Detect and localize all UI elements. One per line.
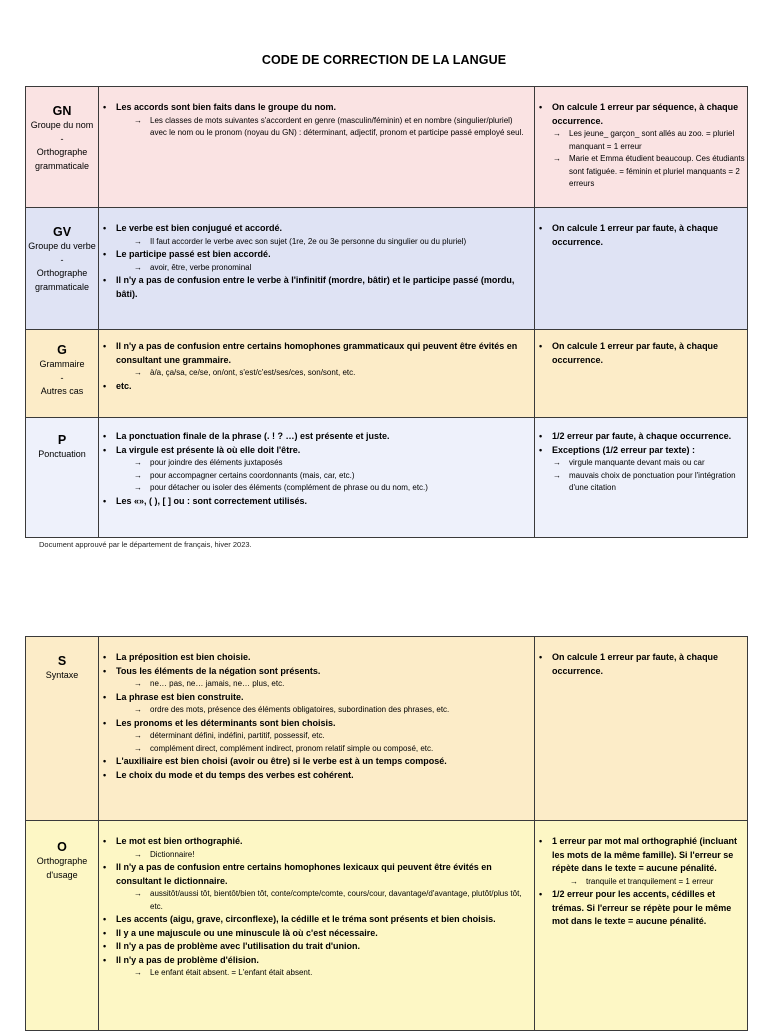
- rule-g-1-sub-1: → à/a, ça/sa, ce/se, on/ont, s'est/c'est/ses/ces, son/sont, etc.: [116, 367, 530, 380]
- label-gv-1: Groupe du verbe: [28, 241, 96, 251]
- penalty-cell-p: [535, 418, 748, 538]
- rules-cell-o: [99, 821, 535, 1031]
- row-s: [26, 637, 748, 821]
- penalty-p-2: • Exceptions (1/2 erreur par texte) :: [535, 444, 747, 458]
- rule-s-2: • Tous les éléments de la négation sont présents. → ne… pas, ne… jamais, ne… plus, etc.: [99, 665, 534, 691]
- label-cell-gv: [26, 208, 99, 330]
- rules-cell-gv: [99, 208, 535, 330]
- penalty-cell-g: [535, 330, 748, 418]
- rule-s-3-sub-1: → ordre des mots, présence des éléments obligatoires, subordination des phrases, etc.: [116, 704, 530, 717]
- label-gn-1: Groupe du nom: [30, 120, 94, 130]
- rule-s-1: • La préposition est bien choisie.: [99, 651, 534, 665]
- rules-cell-s: [99, 637, 535, 821]
- label-gn-2: -: [60, 133, 64, 144]
- rule-s-2-sub-1: → ne… pas, ne… jamais, ne… plus, etc.: [116, 678, 530, 691]
- penalty-p-sub-2: → mauvais choix de ponctuation pour l'intégration d'une citation: [535, 470, 747, 495]
- penalty-gn-sub-2: → Marie et Emma étudient beaucoup. Ces étudiants sont fatiguée. = féminin et pluriel manquants = 2 erreurs: [535, 153, 747, 191]
- rule-gv-1-sub-1: → Il faut accorder le verbe avec son sujet (1re, 2e ou 3e personne du singulier ou du pluriel): [116, 236, 530, 249]
- rule-o-1: • Le mot est bien orthographié. → Dictionnaire!: [99, 835, 534, 861]
- rule-s-6: • Le choix du mode et du temps des verbes est cohérent.: [99, 769, 534, 783]
- rule-s-3: • La phrase est bien construite. → ordre des mots, présence des éléments obligatoires, subordination des phrases, etc.: [99, 691, 534, 717]
- footnote: Document approuvé par le département de français, hiver 2023.: [39, 540, 252, 549]
- rule-gv-3: • Il n'y a pas de confusion entre le verbe à l'infinitif (mordre, bâtir) et le participe passé (mordu, bâti).: [99, 274, 534, 301]
- code-o: O: [57, 840, 67, 854]
- rule-g-1: • Il n'y a pas de confusion entre certains homophones grammaticaux qui peuvent être évités en consultant une grammaire. → à/a, ça/sa, ce/se, on/ont, s'est/c'est/ses/ces, son/sont, etc.: [99, 340, 534, 380]
- label-g-2: -: [60, 372, 64, 383]
- rules-cell-gn: [99, 87, 535, 208]
- rule-s-4: • Les pronoms et les déterminants sont bien choisis. → déterminant défini, indéfini, partitif, possessif, etc. → complément direct, complément indirect, pronom relatif simple ou composé, etc.: [99, 717, 534, 756]
- code-gn: GN: [52, 104, 72, 118]
- row-gn: [26, 87, 748, 208]
- label-cell-p: [26, 418, 99, 538]
- penalty-g-1: • On calcule 1 erreur par faute, à chaque occurrence.: [535, 340, 747, 367]
- rule-o-6: • Il n'y a pas de problème d'élision. → Le enfant était absent. = L'enfant était absent.: [99, 954, 534, 980]
- code-p: P: [57, 433, 67, 447]
- rule-gn-1-sub-1: → Les classes de mots suivantes s'accordent en genre (masculin/féminin) et en nombre (singulier/pluriel) avec le nom ou le pronom (noyau du GN) : déterminant, adjectif, pronom et participe passé employé seul.: [116, 115, 530, 140]
- penalty-cell-gn: [535, 87, 748, 208]
- code-s: S: [57, 654, 67, 668]
- penalty-o-2: • 1/2 erreur pour les accents, cédilles et trémas. Si l'erreur se répète pour le même mot dans le texte = aucune pénalité.: [535, 888, 747, 929]
- penalty-cell-o: [535, 821, 748, 1031]
- label-p-1: Ponctuation: [38, 449, 86, 459]
- label-g-1: Grammaire: [39, 359, 85, 369]
- penalty-p-1: • 1/2 erreur par faute, à chaque occurrence.: [535, 430, 747, 444]
- penalty-s-1: • On calcule 1 erreur par faute, à chaque occurrence.: [535, 651, 747, 678]
- penalty-cell-s: [535, 637, 748, 821]
- rules-cell-g: [99, 330, 535, 418]
- label-cell-s: [26, 637, 99, 821]
- penalty-o-1: • 1 erreur par mot mal orthographié (incluant les mots de la même famille). Si l'erreur se répète dans le texte = aucune pénalité. → tranquile et tranquilement = 1 erreur: [535, 835, 747, 888]
- document-title: CODE DE CORRECTION DE LA LANGUE: [261, 53, 507, 67]
- rule-p-1: • La ponctuation finale de la phrase (. ! ? …) est présente et juste.: [99, 430, 534, 444]
- rule-o-6-sub-1: → Le enfant était absent. = L'enfant était absent.: [116, 967, 530, 980]
- label-cell-gn: [26, 87, 99, 208]
- code-gv: GV: [52, 225, 72, 239]
- correction-table-2: [25, 636, 748, 1031]
- rule-o-3: • Les accents (aigu, grave, circonflexe), la cédille et le tréma sont présents et bien choisis.: [99, 913, 534, 927]
- rule-p-2-sub-1: → pour joindre des éléments juxtaposés: [116, 457, 530, 470]
- code-g: G: [57, 343, 67, 357]
- label-cell-g: [26, 330, 99, 418]
- penalty-gv-1: • On calcule 1 erreur par faute, à chaque occurrence.: [535, 222, 747, 249]
- rules-cell-p: [99, 418, 535, 538]
- rule-o-2: • Il n'y a pas de confusion entre certains homophones lexicaux qui peuvent être évités en consultant le dictionnaire. → aussitôt/aussi tôt, bientôt/bien tôt, conte/compte/comte, cours/cour, davantage/d'avantage, plutôt/plus tôt, etc.: [99, 861, 534, 913]
- label-g-3: Autres cas: [40, 386, 84, 396]
- penalty-gn-sub-1: → Les jeune_ garçon_ sont allés au zoo. = pluriel manquant = 1 erreur: [535, 128, 747, 153]
- rule-s-4-sub-2: → complément direct, complément indirect, pronom relatif simple ou composé, etc.: [116, 743, 530, 756]
- label-s-1: Syntaxe: [45, 670, 79, 680]
- row-o: [26, 821, 748, 1031]
- label-gv-3: Orthographe grammaticale: [34, 268, 90, 292]
- penalty-gn-1: • On calcule 1 erreur par séquence, à chaque occurrence.: [535, 101, 747, 128]
- penalty-o-sub-1: → tranquile et tranquilement = 1 erreur: [552, 876, 743, 889]
- rule-p-2-sub-2: → pour accompagner certains coordonnants (mais, car, etc.): [116, 470, 530, 483]
- correction-table-1: [25, 86, 748, 538]
- row-p: [26, 418, 748, 538]
- rule-s-5: • L'auxiliaire est bien choisi (avoir ou être) si le verbe est à un temps composé.: [99, 755, 534, 769]
- label-gv-2: -: [60, 254, 64, 265]
- rule-p-2-sub-3: → pour détacher ou isoler des éléments (complément de phrase ou du nom, etc.): [116, 482, 530, 495]
- rule-gn-1: • Les accords sont bien faits dans le groupe du nom. → Les classes de mots suivantes s'accordent en genre (masculin/féminin) et en nombre (singulier/pluriel) avec le nom ou le pronom (noyau du GN) : déterminant, adjectif, pronom et participe passé employé seul.: [99, 101, 534, 140]
- rule-o-4: • Il y a une majuscule ou une minuscule là où c'est nécessaire.: [99, 927, 534, 941]
- rule-p-3: • Les «», ( ), [ ] ou : sont correctement utilisés.: [99, 495, 534, 509]
- penalty-p-sub-1: → virgule manquante devant mais ou car: [535, 457, 747, 470]
- row-gv: [26, 208, 748, 330]
- rule-gv-2: • Le participe passé est bien accordé. → avoir, être, verbe pronominal: [99, 248, 534, 274]
- rule-o-5: • Il n'y a pas de problème avec l'utilisation du trait d'union.: [99, 940, 534, 954]
- rule-g-2: • etc.: [99, 380, 534, 394]
- rule-gv-2-sub-1: → avoir, être, verbe pronominal: [116, 262, 530, 275]
- rule-gv-1: • Le verbe est bien conjugué et accordé. → Il faut accorder le verbe avec son sujet (1re, 2e ou 3e personne du singulier ou du pluriel): [99, 222, 534, 248]
- rule-o-2-sub-1: → aussitôt/aussi tôt, bientôt/bien tôt, conte/compte/comte, cours/cour, davantage/d'avantage, plutôt/plus tôt, etc.: [116, 888, 530, 913]
- label-o-1: Orthographe d'usage: [36, 856, 88, 880]
- rule-p-2: • La virgule est présente là où elle doit l'être. → pour joindre des éléments juxtaposés → pour accompagner certains coordonnants (mais, car, etc.) → pour détacher ou isoler des éléments (complément de phrase ou du nom, etc.): [99, 444, 534, 495]
- penalty-cell-gv: [535, 208, 748, 330]
- row-g: [26, 330, 748, 418]
- rule-o-1-sub-1: → Dictionnaire!: [116, 849, 530, 862]
- label-gn-3: Orthographe grammaticale: [34, 147, 90, 171]
- rule-s-4-sub-1: → déterminant défini, indéfini, partitif, possessif, etc.: [116, 730, 530, 743]
- label-cell-o: [26, 821, 99, 1031]
